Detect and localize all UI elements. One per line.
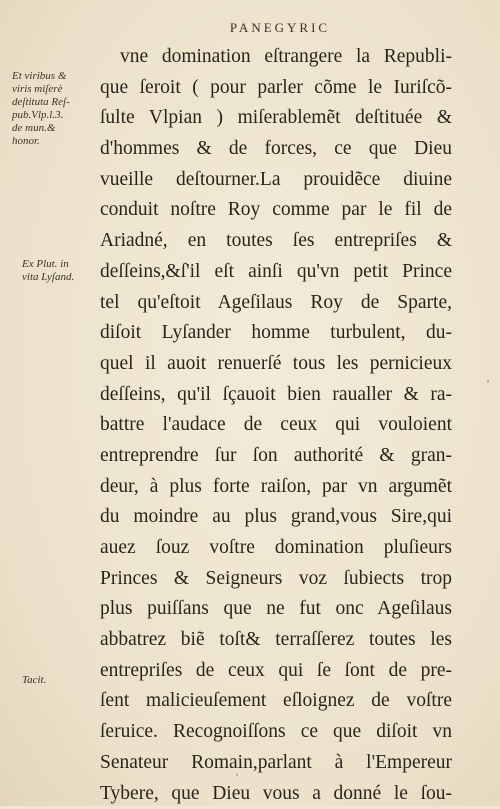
text-line: Senateur Romain,parlant à l'Empereur [100, 748, 452, 779]
text-line: vne domination eſtrangere la Republi- [100, 42, 452, 73]
text-line: deſſeins,&ſ'il eſt ainſi qu'vn petit Prince [100, 257, 452, 288]
running-head: PANEGYRIC [200, 20, 360, 36]
text-line: entrepriſes de ceux qui ſe ſont de pre- [100, 656, 452, 687]
margin-note-ulpian [12, 70, 92, 148]
text-line: vueille deſtourner.La prouidẽce diuine [100, 165, 452, 196]
text-line: que ſeroit ( pour parler cõme le Iuriſcõ- [100, 73, 452, 104]
margin-note-line: viris miſerè [12, 83, 92, 96]
text-line: Ariadné, en toutes ſes entrepriſes & [100, 226, 452, 257]
text-line: quel il auoit renuerſé tous les pernicieux [100, 349, 452, 380]
stray-mark: ‚ [486, 370, 490, 385]
text-line: tel qu'eſtoit Ageſilaus Roy de Sparte, [100, 288, 452, 319]
margin-note-line: Tacit. [22, 674, 102, 687]
text-line: deſſeins, qu'il ſçauoit bien raualler & ra- [100, 380, 452, 411]
text-line: diſoit Lyſander homme turbulent, du- [100, 318, 452, 349]
body-text [100, 42, 452, 809]
margin-note-line: vita Lyſand. [22, 271, 102, 284]
margin-note-line: Et viribus & [12, 70, 92, 83]
text-line: battre l'audace de ceux qui vouloient [100, 410, 452, 441]
stray-mark: ' [236, 770, 238, 785]
text-line: conduit noſtre Roy comme par le fil de [100, 195, 452, 226]
text-line: d'hommes & de forces, ce que Dieu [100, 134, 452, 165]
text-line: ſeruice. Recognoiſſons ce que diſoit vn [100, 717, 452, 748]
margin-note-line: Ex Plut. in [22, 258, 102, 271]
text-line: auez ſouz voſtre domination pluſieurs [100, 533, 452, 564]
text-line: ſent malicieuſement eſloignez de voſtre [100, 686, 452, 717]
margin-note-plutarch [22, 258, 102, 284]
text-line: Princes & Seigneurs voz ſubiects trop [100, 564, 452, 595]
margin-note-line: pub.Vlp.l.3. [12, 109, 92, 122]
text-line: ſulte Vlpian ) miſerablemẽt deſtituée & [100, 103, 452, 134]
margin-note-line: de mun.& [12, 122, 92, 135]
text-line: entreprendre ſur ſon authorité & gran- [100, 441, 452, 472]
text-line: plus puiſſans que ne fut onc Ageſilaus [100, 594, 452, 625]
margin-note-line: deſtituta Reſ- [12, 96, 92, 109]
text-line: abbatrez biẽ toſt& terraſſerez toutes les [100, 625, 452, 656]
margin-note-tacitus [22, 674, 102, 687]
text-line: deur, à plus forte raiſon, par vn argumẽt [100, 472, 452, 503]
text-line: Tybere, que Dieu vous a donné le ſou- [100, 779, 452, 809]
margin-note-line: honor. [12, 135, 92, 148]
text-line: du moindre au plus grand,vous Sire,qui [100, 502, 452, 533]
